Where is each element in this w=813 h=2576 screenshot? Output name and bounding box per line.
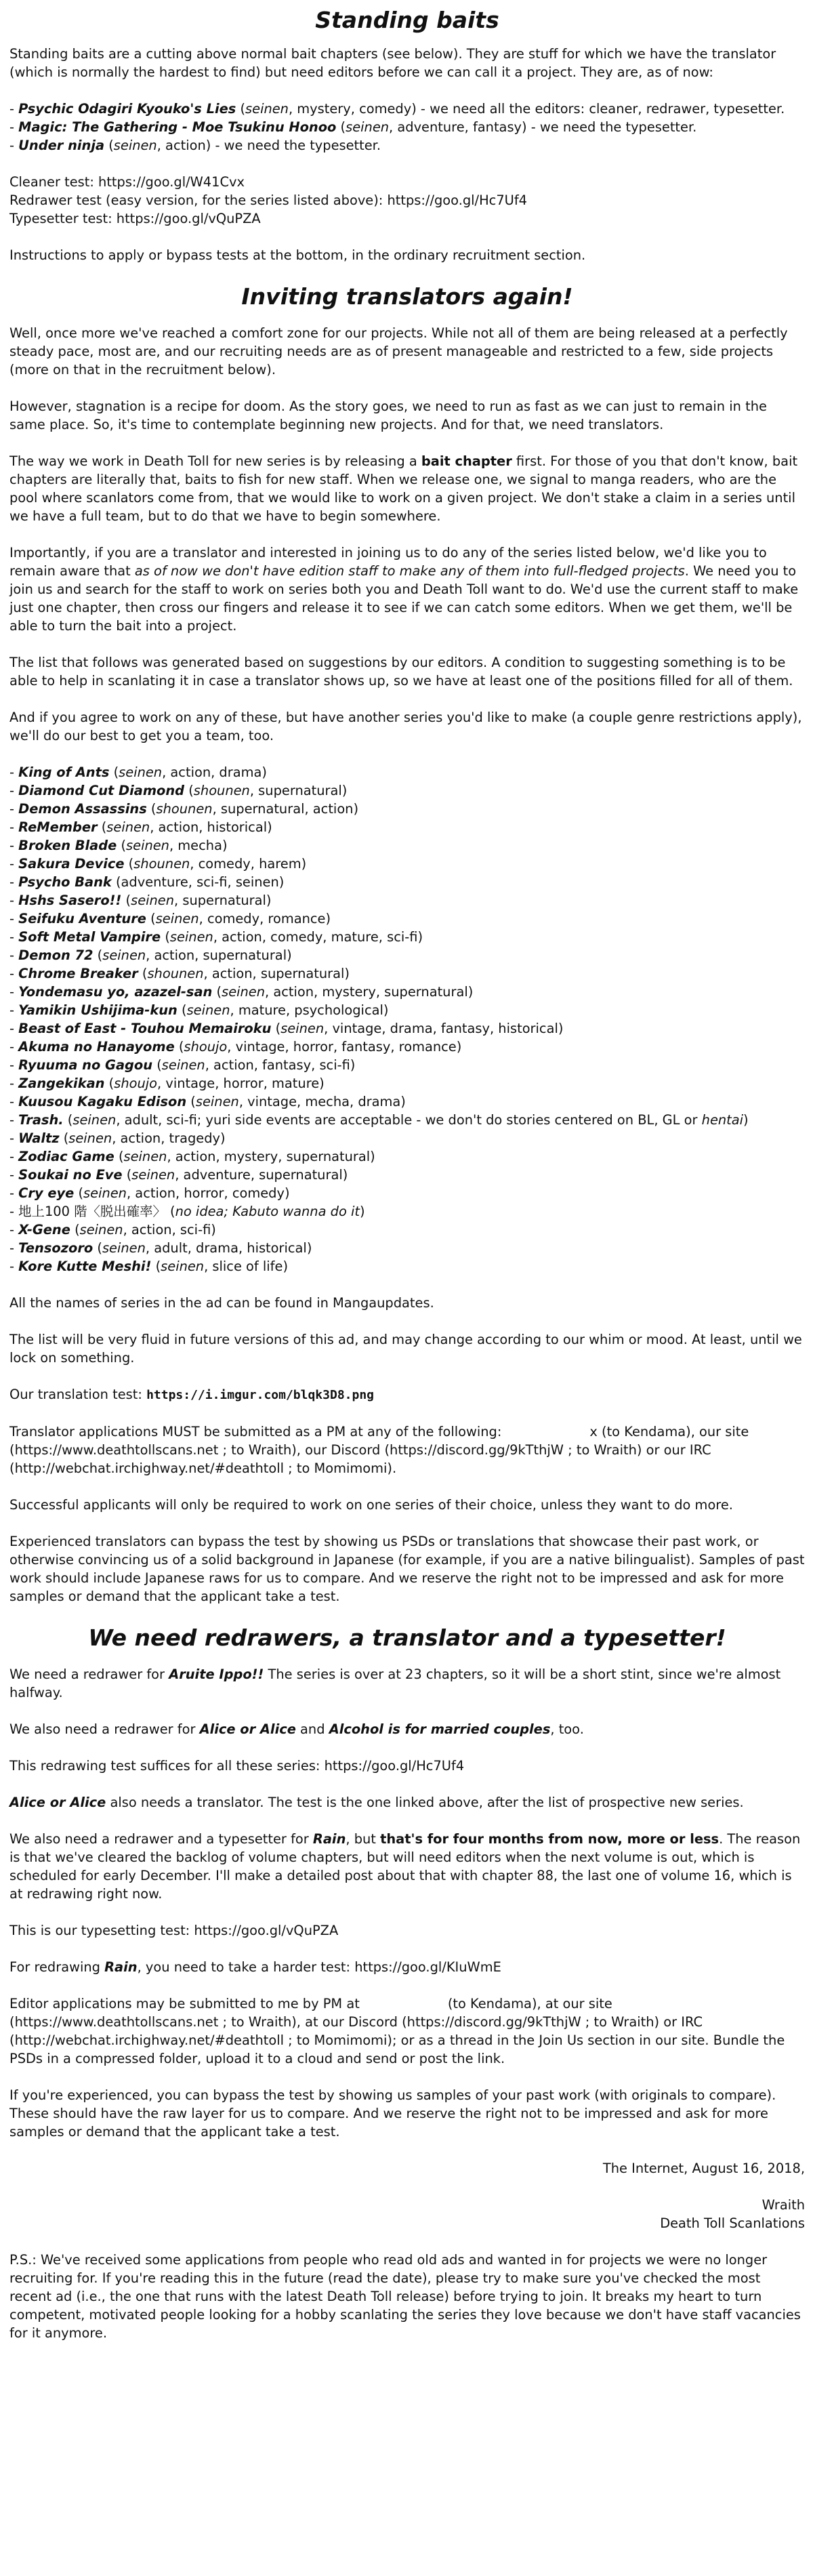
list-item: - Cry eye (seinen, action, horror, comedy) <box>9 1185 290 1201</box>
list-item: - Demon 72 (seinen, action, supernatural) <box>9 947 292 963</box>
list-item: - Zodiac Game (seinen, action, mystery, supernatural) <box>9 1149 375 1164</box>
list-item: - Magic: The Gathering - Moe Tsukinu Honoo (seinen, adventure, fantasy) - we need the typesetter. <box>9 119 697 135</box>
inviting-translators-heading: Inviting translators again! <box>241 283 573 310</box>
list-item: - Diamond Cut Diamond (shounen, supernatural) <box>9 783 348 798</box>
list-item: - Sakura Device (shounen, comedy, harem) <box>9 856 307 872</box>
paragraph: Successful applicants will only be required to work on one series of their choice, unless they want to do more. <box>9 1497 733 1513</box>
cleaner-test-link[interactable]: Cleaner test: https://goo.gl/W41Cvx <box>9 174 245 190</box>
list-item: - Kore Kutte Meshi! (seinen, slice of life) <box>9 1259 289 1274</box>
standing-intro: Standing baits are a cutting above normal bait chapters (see below). They are stuff for which we have the translator (which is normally the hardest to find) but need editors before we can call it a project. They are, as of now: <box>9 46 776 80</box>
signature-group: Death Toll Scanlations <box>660 2215 805 2231</box>
test-links <box>9 173 805 228</box>
paragraph: Experienced translators can bypass the test by showing us PSDs or translations that showcase their past work, or otherwise convincing us of a solid background in Japanese (for example, if you are a native bilingualist). Samples of past work should include Japanese raws for us to compare. And we reserve the right not to be impressed and ask for more samples or demand that the applicant take a test. <box>9 1534 805 1604</box>
typesetter-test-link[interactable]: Typesetter test: https://goo.gl/vQuPZA <box>9 211 261 226</box>
series-list <box>9 763 805 1275</box>
standing-baits-heading: Standing baits <box>315 7 499 33</box>
instructions-note: Instructions to apply or bypass tests at the bottom, in the ordinary recruitment section. <box>9 247 586 263</box>
paragraph: We also need a redrawer and a typesetter for Rain, but that's for four months from now, more or less. The reason is that we've cleared the backlog of volume chapters, but will need editors when the next volume is out, which is scheduled for early December. I'll make a detailed post about that with chapter 88, the last one of volume 16, which is at redrawing right now. <box>9 1831 801 1902</box>
paragraph: For redrawing Rain, you need to take a harder test: https://goo.gl/KIuWmE <box>9 1959 501 1975</box>
list-item: - Chrome Breaker (shounen, action, supernatural) <box>9 966 350 981</box>
list-item: - Trash. (seinen, adult, sci-fi; yuri side events are acceptable - we don't do stories centered on BL, GL or hentai) <box>9 1112 749 1128</box>
paragraph: Well, once more we've reached a comfort zone for our projects. While not all of them are being released at a perfectly steady pace, most are, and our recruiting needs are as of present manageable and restricted to a few, side projects (more on that in the recruitment below). <box>9 325 788 377</box>
paragraph: Translator applications MUST be submitted as a PM at any of the following: x (to Kendama), our site (https://www.deathtollscans.net ; to Wraith), our Discord (https://discord.gg/9kTthjW ; to Wraith) or our IRC (http://webchat.irchighway.net/#deathtoll ; to Momimomi). <box>9 1424 749 1476</box>
list-item: - Hshs Sasero!! (seinen, supernatural) <box>9 893 272 908</box>
paragraph: The way we work in Death Toll for new series is by releasing a bait chapter first. For those of you that don't know, bait chapters are literally that, baits to fish for new staff. When we release one, we signal to manga readers, who are the pool where scanlators come from, that we would like to work on a given project. We don't stake a claim in a series until we have a full team, but to do that we have to begin somewhere. <box>9 453 798 524</box>
list-item: - Soukai no Eve (seinen, adventure, supernatural) <box>9 1167 348 1183</box>
list-item: - 地上100 階〈脱出確率〉 (no idea; Kabuto wanna do it) <box>9 1204 365 1219</box>
list-item: - Waltz (seinen, action, tragedy) <box>9 1130 226 1146</box>
list-item: - Seifuku Aventure (seinen, comedy, romance) <box>9 911 331 926</box>
paragraph: And if you agree to work on any of these, but have another series you'd like to make (a couple genre restrictions apply), we'll do our best to get you a team, too. <box>9 710 802 743</box>
signature-name: Wraith <box>762 2197 805 2213</box>
list-item: - Zangekikan (shoujo, vintage, horror, mature) <box>9 1076 325 1091</box>
paragraph: Importantly, if you are a translator and interested in joining us to do any of the series listed below, we'd like you to remain aware that as of now we don't have edition staff to make any of them into full-fledged projects. We need you to join us and search for the staff to work on series both you and Death Toll want to do. We'd use the current staff to make just one chapter, then cross our fingers and release it to see if we can catch some editors. When we get them, we'll be able to turn the bait into a project. <box>9 545 799 634</box>
list-item: - King of Ants (seinen, action, drama) <box>9 764 267 780</box>
paragraph: We also need a redrawer for Alice or Alice and Alcohol is for married couples, too. <box>9 1721 584 1737</box>
paragraph: The list will be very fluid in future versions of this ad, and may change according to our whim or mood. At least, until we lock on something. <box>9 1332 802 1366</box>
paragraph: All the names of series in the ad can be found in Mangaupdates. <box>9 1295 434 1311</box>
paragraph: Editor applications may be submitted to me by PM at (to Kendama), at our site (https://www.deathtollscans.net ; to Wraith), at our Discord (https://discord.gg/9kTthjW ; to Wraith) or IRC (http://webchat.irchighway.net/#deathtoll ; to Momimomi); or as a thread in the Join Us section in our site. Bundle the PSDs in a compressed folder, upload it to a cloud and send or post the link. <box>9 1996 785 2066</box>
list-item: - Under ninja (seinen, action) - we need the typesetter. <box>9 138 381 153</box>
list-item: - Psychic Odagiri Kyouko's Lies (seinen, mystery, comedy) - we need all the editors: cleaner, redrawer, typesetter. <box>9 101 785 117</box>
list-item: - Tensozoro (seinen, adult, drama, historical) <box>9 1240 312 1256</box>
paragraph: This redrawing test suffices for all these series: https://goo.gl/Hc7Uf4 <box>9 1758 465 1774</box>
standing-list <box>9 100 805 155</box>
document <box>0 7 813 2342</box>
recruitment-heading: We need redrawers, a translator and a typesetter! <box>88 1624 726 1651</box>
list-item: - Ryuuma no Gagou (seinen, action, fantasy, sci-fi) <box>9 1057 356 1073</box>
postscript: P.S.: We've received some applications from people who read old ads and wanted in for projects we were no longer recruiting for. If you're reading this in the future (read the date), please try to make sure you've checked the most recent ad (i.e., the one that runs with the latest Death Toll release) before trying to join. It breaks my heart to turn competent, motivated people looking for a hobby scanlating the series they love because we don't have staff vacancies for it anymore. <box>9 2252 801 2341</box>
paragraph: If you're experienced, you can bypass the test by showing us samples of your past work (with originals to compare). These should have the raw layer for us to compare. And we reserve the right not to be impressed and ask for more samples or demand that the applicant take a test. <box>9 2087 776 2140</box>
paragraph: We need a redrawer for Aruite Ippo!! The series is over at 23 chapters, so it will be a short stint, since we're almost halfway. <box>9 1667 781 1700</box>
list-item: - Broken Blade (seinen, mecha) <box>9 838 228 853</box>
paragraph: Alice or Alice also needs a translator. The test is the one linked above, after the list of prospective new series. <box>9 1795 744 1810</box>
list-item: - X-Gene (seinen, action, sci-fi) <box>9 1222 216 1238</box>
paragraph: However, stagnation is a recipe for doom. As the story goes, we need to run as fast as we can just to remain in the same place. So, it's time to contemplate beginning new projects. And for that, we need translators. <box>9 398 767 432</box>
redrawer-test-link[interactable]: Redrawer test (easy version, for the series listed above): https://goo.gl/Hc7Uf4 <box>9 192 528 208</box>
list-item: - Akuma no Hanayome (shoujo, vintage, horror, fantasy, romance) <box>9 1039 462 1055</box>
list-item: - Beast of East - Touhou Memairoku (seinen, vintage, drama, fantasy, historical) <box>9 1021 564 1036</box>
signature-date: The Internet, August 16, 2018, <box>602 2161 805 2176</box>
list-item: - Psycho Bank (adventure, sci-fi, seinen) <box>9 874 285 890</box>
list-item: - Yondemasu yo, azazel-san (seinen, action, mystery, supernatural) <box>9 984 474 1000</box>
paragraph: This is our typesetting test: https://goo.gl/vQuPZA <box>9 1923 339 1938</box>
list-item: - Yamikin Ushijima-kun (seinen, mature, psychological) <box>9 1002 389 1018</box>
translation-test-line: Our translation test: https://i.imgur.com/blqk3D8.png <box>9 1387 375 1402</box>
list-item: - Kuusou Kagaku Edison (seinen, vintage, mecha, drama) <box>9 1094 406 1109</box>
list-item: - ReMember (seinen, action, historical) <box>9 819 272 835</box>
list-item: - Demon Assassins (shounen, supernatural, action) <box>9 801 359 817</box>
paragraph: The list that follows was generated based on suggestions by our editors. A condition to suggesting something is to be able to help in scanlating it in case a translator shows up, so we have at least one of the positions filled for all of them. <box>9 655 793 689</box>
list-item: - Soft Metal Vampire (seinen, action, comedy, mature, sci-fi) <box>9 929 423 945</box>
translation-test-link[interactable]: https://i.imgur.com/blqk3D8.png <box>146 1388 375 1402</box>
